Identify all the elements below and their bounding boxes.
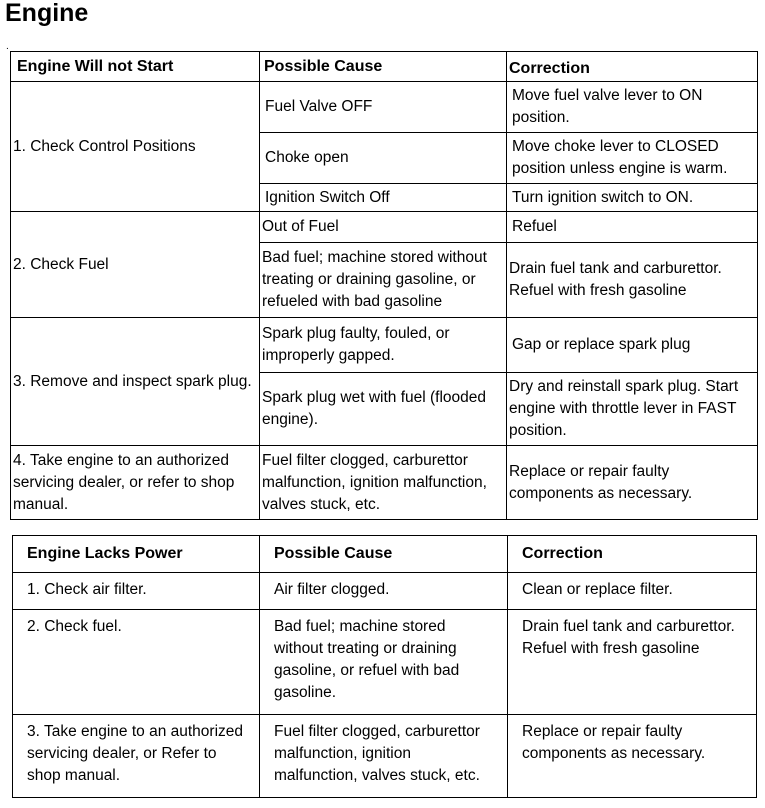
page-marker: . xyxy=(6,41,9,52)
table-row xyxy=(11,446,758,520)
cause-cell: Fuel Valve OFF xyxy=(260,82,507,133)
correction-cell: Replace or repair faulty components as necessary. xyxy=(508,715,757,798)
check-cell: 4. Take engine to an authorized servicing dealer, or refer to shop manual. xyxy=(11,446,260,520)
correction-cell: Drain fuel tank and carburettor. Refuel with fresh gasoline xyxy=(508,610,757,715)
check-cell: 1. Check air filter. xyxy=(13,573,260,610)
table-row xyxy=(11,318,758,373)
header-symptom: Engine Lacks Power xyxy=(13,536,260,573)
correction-cell: Drain fuel tank and carburettor. Refuel with fresh gasoline xyxy=(507,243,758,318)
table-header-row xyxy=(11,52,758,82)
header-correction: Correction xyxy=(507,52,758,82)
correction-cell: Replace or repair faulty components as necessary. xyxy=(507,446,758,520)
check-cell: 2. Check fuel. xyxy=(13,610,260,715)
table-row xyxy=(13,715,757,798)
header-cause: Possible Cause xyxy=(260,52,507,82)
cause-cell: Air filter clogged. xyxy=(260,573,508,610)
correction-cell: Refuel xyxy=(507,212,758,243)
cause-cell: Spark plug wet with fuel (flooded engine). xyxy=(260,373,507,446)
header-cause: Possible Cause xyxy=(260,536,508,573)
header-symptom: Engine Will not Start xyxy=(11,52,260,82)
check-cell: 3. Remove and inspect spark plug. xyxy=(11,318,260,446)
cause-cell: Bad fuel; machine stored without treating or draining gasoline, or refueled with bad gasoline xyxy=(260,243,507,318)
correction-cell: Dry and reinstall spark plug. Start engine with throttle lever in FAST position. xyxy=(507,373,758,446)
cause-cell: Choke open xyxy=(260,133,507,184)
table-header-row xyxy=(13,536,757,573)
table-row xyxy=(11,212,758,243)
header-correction: Correction xyxy=(508,536,757,573)
correction-cell: Clean or replace filter. xyxy=(508,573,757,610)
check-cell: 1. Check Control Positions xyxy=(11,82,260,212)
table-row xyxy=(11,82,758,133)
check-cell: 2. Check Fuel xyxy=(11,212,260,318)
correction-cell: Gap or replace spark plug xyxy=(507,318,758,373)
engine-lacks-power-table xyxy=(12,535,757,798)
correction-cell: Move choke lever to CLOSED position unless engine is warm. xyxy=(507,133,758,184)
page-title: Engine xyxy=(5,0,89,27)
check-cell: 3. Take engine to an authorized servicing dealer, or Refer to shop manual. xyxy=(13,715,260,798)
table-row xyxy=(13,573,757,610)
correction-cell: Turn ignition switch to ON. xyxy=(507,184,758,212)
cause-cell: Fuel filter clogged, carburettor malfunction, ignition malfunction, valves stuck, etc. xyxy=(260,446,507,520)
cause-cell: Fuel filter clogged, carburettor malfunction, ignition malfunction, valves stuck, etc. xyxy=(260,715,508,798)
cause-cell: Bad fuel; machine stored without treating or draining gasoline, or refuel with bad gasoline. xyxy=(260,610,508,715)
correction-cell: Move fuel valve lever to ON position. xyxy=(507,82,758,133)
cause-cell: Out of Fuel xyxy=(260,212,507,243)
cause-cell: Spark plug faulty, fouled, or improperly gapped. xyxy=(260,318,507,373)
cause-cell: Ignition Switch Off xyxy=(260,184,507,212)
engine-will-not-start-table xyxy=(10,51,758,520)
table-row xyxy=(13,610,757,715)
